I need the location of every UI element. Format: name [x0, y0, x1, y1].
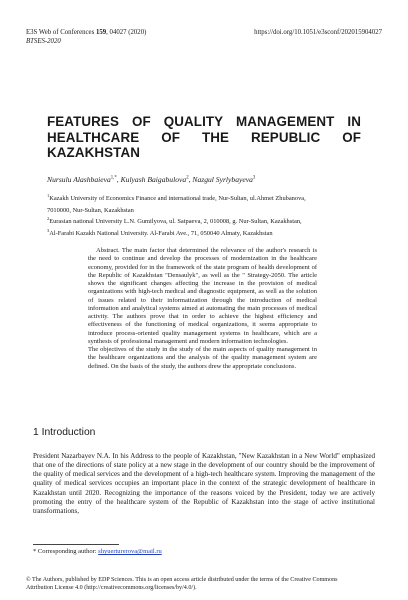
body-paragraph: President Nazarbayev N.A. In his Address to the people of Kazakhstan, "New Kazakhstan in a New World" emphasized that one of the directions of state policy at a new stage in the development of our country should be the improvement of the quality of medical services and the development of a high-tech healthcare system. Improving the management of the quality of medical services occupies an important place in the context of the strategic development of healthcare in Kazakhstan until 2020. Recognizing the importance of the reasons voiced by the President, today we are actively promoting the entry of the healthcare system of the Republic of Kazakhstan into the stage of active institutional transformations,	[33, 452, 375, 515]
license-notice	[26, 577, 386, 593]
affiliation-marker: 1	[47, 193, 50, 198]
affiliation-line	[47, 192, 364, 204]
author-list: Nursulu Alashbaieva$^{1,*}$, Kulyash Baigabulova$^2$, Nazgul Syrlybayeva$^3$	[47, 175, 256, 184]
article-number: , 04027 (2020)	[106, 29, 147, 36]
abstract-paragraph: The objectives of the study in the study of the main aspects of quality management in the healthcare organizations and the analysis of the quality management system are defined. On the basis of the study, the authors drew the appropriate conclusions.	[88, 346, 317, 370]
running-header	[26, 29, 382, 46]
author-name: Kulyash Baigabulova	[120, 175, 187, 184]
affiliation-line	[47, 215, 364, 227]
journal-volume: 159	[95, 29, 107, 36]
abstract-paragraph	[88, 247, 317, 346]
affiliation-text: 7010000, Nur-Sultan, Kazakhstan	[47, 206, 134, 214]
section-body	[33, 452, 375, 516]
conference-series: BTSES-2020	[26, 37, 61, 45]
author-superscript: 1,*	[110, 175, 117, 181]
author-name: Nursulu Alashbaieva	[47, 175, 111, 184]
author-superscript: 3	[252, 175, 256, 181]
abstract	[88, 247, 317, 371]
license-line: © The Authors, published by EDP Sciences. This is an open access article distributed under the terms of the Creative Commons	[26, 577, 338, 583]
corresponding-email-link[interactable]: shyuerturerova@mail.ru	[98, 548, 162, 555]
author-name: Nazgul Syrlybayeva	[192, 175, 253, 184]
license-line: Attribution License 4.0 (http://creativecommons.org/licenses/by/4.0/).	[26, 584, 197, 591]
abstract-text: The main factor that determined the relevance of the author's research is the need to continue and develop the processes of modernization in the healthcare economy, provided for in the framework of the state program of health development of the Republic of Kazakhstan "Densaulyk", as well as the " Strategy-2050. The article shows the significant changes affecting the increase in the provision of medical organizations with high-tech medical and diagnostic equipment, as well as the solution of issues related to their informatization through the introduction of medical information and analytical systems aimed at automating the main processes of medical activity. The authors prove that in order to achieve the highest efficiency and effectiveness of the functioning of medical organizations, it seems appropriate to introduce process-oriented quality management systems in healthcare, which are a synthesis of professional management and modern information technologies.	[88, 247, 317, 345]
affiliation-marker: 3	[47, 227, 50, 233]
affiliation-line	[47, 204, 364, 216]
footnote-divider	[33, 544, 119, 545]
journal-name: E3S Web of Conferences	[26, 29, 95, 36]
journal-citation	[26, 29, 146, 38]
affiliation-text: Kazakh University of Economics Finance and international trade, Nur-Sultan, ul.Ahmet Zhubanova,	[49, 195, 306, 203]
affiliation-line	[47, 227, 364, 239]
affiliation-text: Al-Farabi Kazakh National University. Al-Farabi Ave., 71, 050040 Almaty, Kazakhstan	[49, 229, 273, 237]
author-superscript: 2	[186, 175, 189, 181]
affiliation-text: Eurasian national University L.N. Gumilyova, ul. Satpaeva, 2, 010008, g. Nur-Sultan, Kazakhstan,	[49, 218, 302, 226]
affiliations	[47, 192, 364, 238]
footnote	[33, 548, 162, 555]
section-heading: 1 Introduction	[33, 427, 96, 438]
doi-link[interactable]: https://doi.org/10.1051/e3sconf/202015904027	[254, 29, 382, 36]
affiliation-marker: 2	[47, 216, 50, 222]
abstract-label: Abstract.	[96, 247, 120, 254]
footnote-marker: *	[33, 548, 37, 555]
footnote-label: Corresponding author:	[36, 548, 99, 555]
paper-title: FEATURES OF QUALITY MANAGEMENT IN HEALTHCARE OF THE REPUBLIC OF KAZAKHSTAN	[47, 114, 361, 161]
